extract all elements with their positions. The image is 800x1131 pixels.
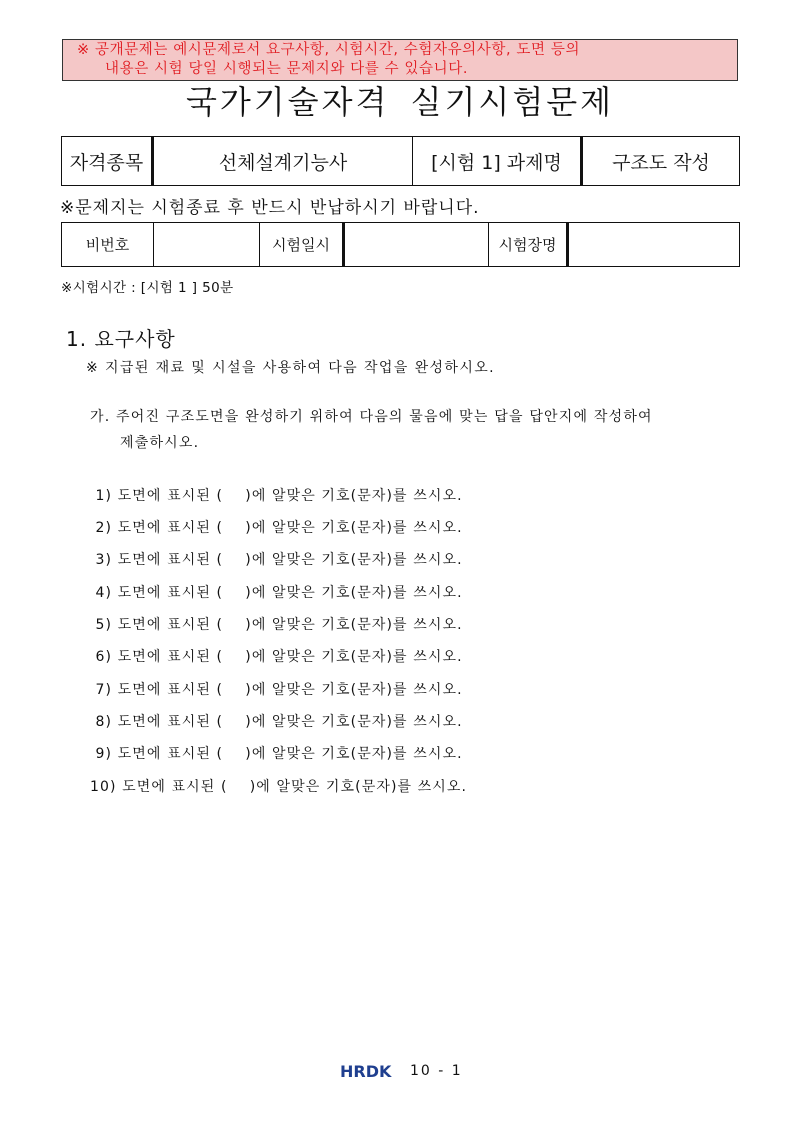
section-title: 1. 요구사항 (66, 327, 176, 351)
question-item: 4) 도면에 표시된 ( )에 알맞은 기호(문자)를 쓰시오. (90, 585, 463, 601)
notice-line-1: ※ 공개문제는 예시문제로서 요구사항, 시험시간, 수험자유의사항, 도면 등의 (77, 42, 581, 58)
exam-place-field[interactable] (568, 223, 740, 267)
question-item: 1) 도면에 표시된 ( )에 알맞은 기호(문자)를 쓰시오. (90, 488, 463, 504)
qualification-label: 자격종목 (62, 137, 153, 186)
page-title: 국가기술자격 실기시험문제 (185, 83, 615, 121)
question-item: 7) 도면에 표시된 ( )에 알맞은 기호(문자)를 쓰시오. (90, 682, 463, 698)
exam-info-table (61, 222, 740, 267)
question-item: 5) 도면에 표시된 ( )에 알맞은 기호(문자)를 쓰시오. (90, 617, 463, 633)
hrdk-logo-text: HRDK (340, 1062, 392, 1080)
paragraph-line-1: 가. 주어진 구조도면을 완성하기 위하여 다음의 물음에 맞는 답을 답안지에 작성하여 (90, 409, 653, 425)
qualification-table (61, 136, 740, 186)
notice-line-2: 내용은 시험 당일 시행되는 문제지와 다를 수 있습니다. (105, 61, 469, 77)
secret-number-label: 비번호 (62, 223, 154, 267)
task-name-label: [시험 1] 과제명 (413, 137, 582, 186)
secret-number-field[interactable] (154, 223, 260, 267)
exam-place-label: 시험장명 (489, 223, 568, 267)
return-notice: ※문제지는 시험종료 후 반드시 반납하시기 바랍니다. (60, 198, 480, 218)
question-item: 6) 도면에 표시된 ( )에 알맞은 기호(문자)를 쓰시오. (90, 649, 463, 665)
qualification-value: 선체설계기능사 (153, 137, 413, 186)
question-item: 2) 도면에 표시된 ( )에 알맞은 기호(문자)를 쓰시오. (90, 520, 463, 536)
question-item: 10) 도면에 표시된 ( )에 알맞은 기호(문자)를 쓰시오. (90, 779, 468, 795)
question-item: 8) 도면에 표시된 ( )에 알맞은 기호(문자)를 쓰시오. (90, 714, 463, 730)
page-footer (340, 1062, 463, 1080)
hrdk-logo-icon (340, 1062, 402, 1080)
instruction: ※ 지급된 재료 및 시설을 사용하여 다음 작업을 완성하시오. (86, 360, 496, 376)
paragraph-line-2: 제출하시오. (120, 435, 200, 451)
exam-notice-banner (62, 39, 738, 81)
task-paragraph (90, 404, 653, 456)
task-name-value: 구조도 작성 (582, 137, 740, 186)
page-number: 10 - 1 (410, 1063, 463, 1079)
exam-date-field[interactable] (344, 223, 489, 267)
question-item: 3) 도면에 표시된 ( )에 알맞은 기호(문자)를 쓰시오. (90, 552, 463, 568)
exam-date-label: 시험일시 (260, 223, 344, 267)
question-item: 9) 도면에 표시된 ( )에 알맞은 기호(문자)를 쓰시오. (90, 746, 463, 762)
exam-time: ※시험시간 : [시험 1 ] 50분 (61, 280, 234, 296)
